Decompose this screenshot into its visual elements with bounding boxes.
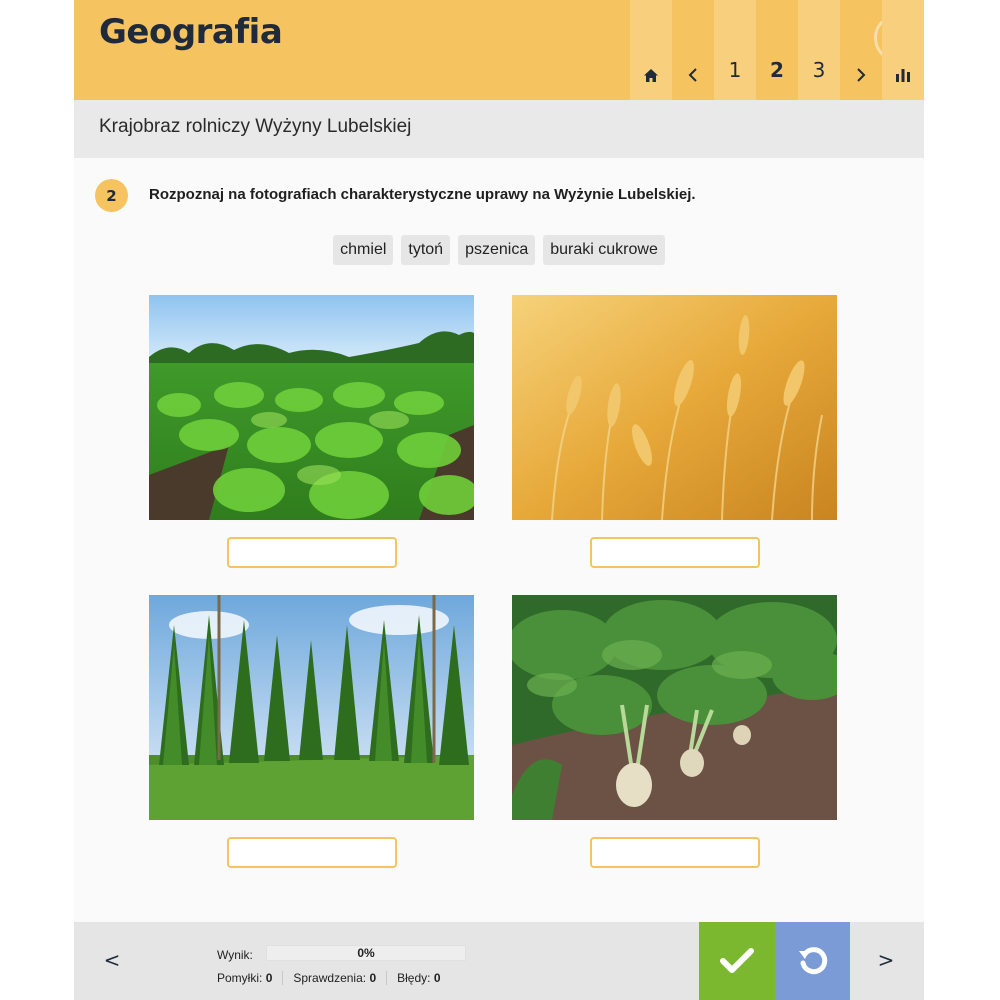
stat-errors-label: Błędy:: [397, 971, 431, 985]
word-chip-tyton[interactable]: tytoń: [401, 235, 450, 265]
photo-hop-garden: [149, 595, 474, 820]
stats-row: [217, 971, 451, 985]
next-page-button[interactable]: [840, 0, 882, 100]
reset-button[interactable]: [775, 922, 850, 1000]
section-bar: [74, 100, 924, 158]
page-2-button[interactable]: 2: [770, 58, 784, 82]
photo-wheat-field: [512, 295, 837, 520]
photo-sugar-beet-field: [512, 595, 837, 820]
stats-button[interactable]: [882, 0, 924, 100]
answer-field-tobacco[interactable]: [227, 537, 397, 568]
word-chip-chmiel[interactable]: chmiel: [333, 235, 393, 265]
photo-tobacco-field: [149, 295, 474, 520]
page-navigation: [630, 0, 924, 100]
answer-field-wheat[interactable]: [590, 537, 760, 568]
stat-checks: [282, 971, 386, 985]
stat-mistakes-label: Pomyłki:: [217, 971, 263, 985]
chevron-left-icon: [688, 68, 698, 82]
home-button[interactable]: [630, 0, 672, 100]
page-1-button[interactable]: 1: [714, 0, 756, 100]
section-title: Krajobraz rolniczy Wyżyny Lubelskiej: [99, 116, 412, 137]
check-button[interactable]: [699, 922, 775, 1000]
refresh-icon: [797, 945, 829, 977]
checkmark-icon: [720, 948, 754, 974]
exercise-app: [74, 0, 924, 1000]
stat-checks-value: 0: [369, 971, 377, 985]
stat-errors-value: 0: [433, 971, 441, 985]
page-3-button[interactable]: 3: [798, 0, 840, 100]
prev-page-button[interactable]: [672, 0, 714, 100]
stat-checks-label: Sprawdzenia:: [293, 971, 367, 985]
header: [74, 0, 924, 100]
footer-prev-button[interactable]: <: [103, 948, 121, 972]
bar-chart-icon: [896, 69, 910, 82]
footer-next-button[interactable]: >: [877, 948, 895, 972]
stat-mistakes-value: 0: [265, 971, 273, 985]
stat-mistakes: [217, 971, 282, 985]
stat-errors: [386, 971, 450, 985]
word-chip-pszenica[interactable]: pszenica: [458, 235, 535, 265]
answer-field-hops[interactable]: [227, 837, 397, 868]
footer: [74, 922, 924, 1000]
word-chip-buraki-cukrowe[interactable]: buraki cukrowe: [543, 235, 665, 265]
score-label: Wynik:: [217, 948, 253, 962]
chevron-right-icon: [856, 68, 866, 82]
home-icon: [644, 69, 658, 82]
task-number-badge: 2: [95, 179, 128, 212]
answer-field-sugar-beet[interactable]: [590, 837, 760, 868]
score-progress-bar: [266, 945, 466, 961]
word-bank: [74, 235, 924, 265]
score-value: 0%: [357, 946, 375, 960]
task-instruction: Rozpoznaj na fotografiach charakterystyczne uprawy na Wyżynie Lubelskiej.: [149, 186, 696, 203]
page-title: Geografia: [99, 12, 283, 52]
